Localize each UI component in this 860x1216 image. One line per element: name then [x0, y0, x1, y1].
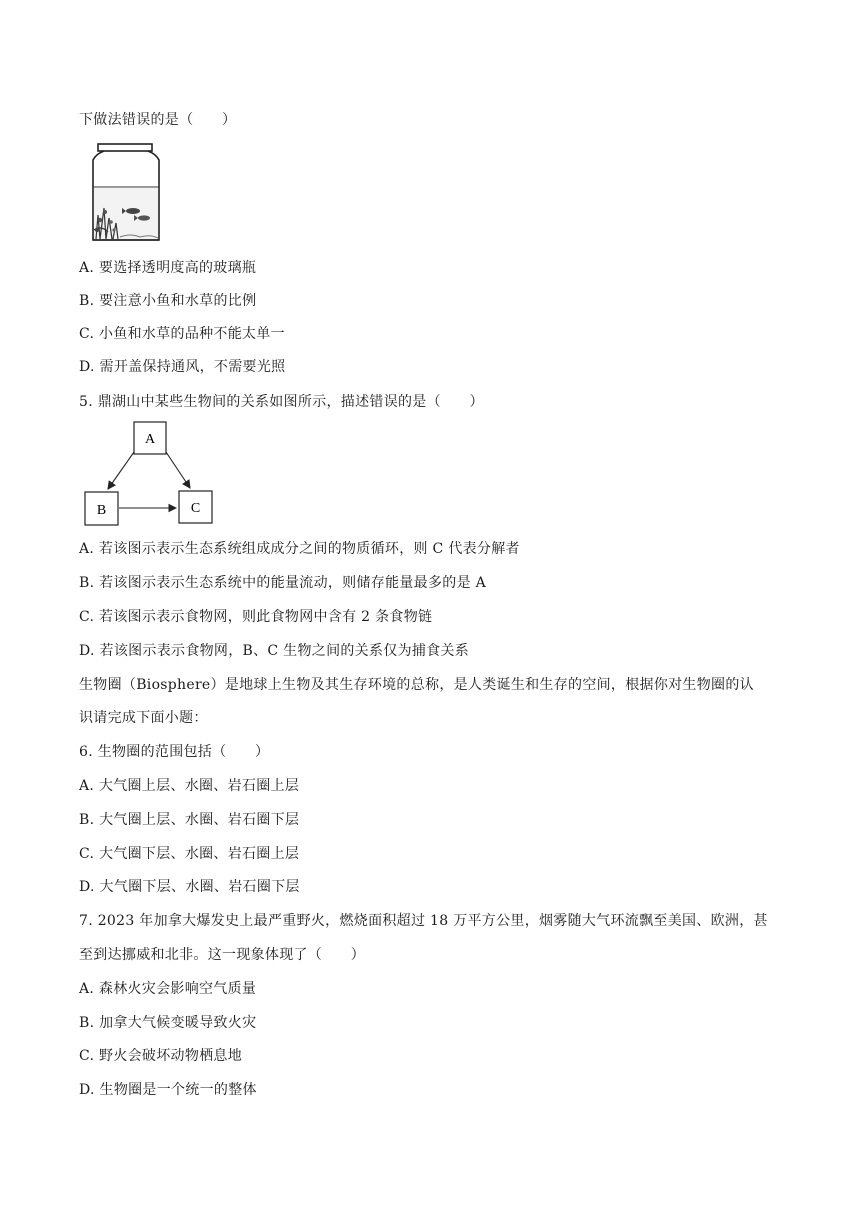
q5-option-b: B. 若该图示表示生态系统中的能量流动，则储存能量最多的是 A: [79, 575, 487, 591]
q7-option-d: D. 生物圈是一个统一的整体: [79, 1082, 257, 1098]
box-a: [134, 422, 166, 454]
q4-option-d: D. 需开盖保持通风，不需要光照: [79, 359, 286, 375]
aquarium-jar-figure: [86, 140, 166, 246]
q7-option-b: B. 加拿大气候变暖导致火灾: [79, 1015, 257, 1031]
q6-option-b: B. 大气圈上层、水圈、岩石圈下层: [79, 812, 300, 828]
box-a-label: A: [144, 432, 156, 447]
q7-option-a: A. 森林火灾会影响空气质量: [79, 981, 257, 997]
abc-relationship-diagram: [80, 421, 220, 529]
q7-stem-line-2: 至到达挪威和北非。这一现象体现了（ ）: [79, 947, 365, 963]
box-c: [179, 491, 212, 523]
q5-stem: 5. 鼎湖山中某些生物间的关系如图所示，描述错误的是（ ）: [79, 394, 484, 410]
q5-option-d: D. 若该图示表示食物网，B、C 生物之间的关系仅为捕食关系: [79, 643, 470, 659]
q6-stem: 6. 生物圈的范围包括（ ）: [79, 744, 270, 760]
box-b: [85, 492, 118, 525]
box-b-label: B: [96, 503, 107, 518]
intro-line-2: 识请完成下面小题：: [79, 710, 208, 726]
q5-option-a: A. 若该图示表示生态系统组成成分之间的物质循环，则 C 代表分解者: [79, 541, 520, 557]
aquarium-jar-icon: [86, 140, 166, 246]
q4-stem-tail: 下做法错误的是（ ）: [79, 112, 237, 128]
q4-option-a: A. 要选择透明度高的玻璃瓶: [79, 260, 257, 276]
q4-option-b: B. 要注意小鱼和水草的比例: [79, 293, 257, 309]
q6-option-c: C. 大气圈下层、水圈、岩石圈上层: [79, 846, 300, 862]
q6-option-d: D. 大气圈下层、水圈、岩石圈下层: [79, 879, 300, 895]
box-c-label: C: [190, 501, 201, 516]
q4-option-c: C. 小鱼和水草的品种不能太单一: [79, 326, 285, 342]
arrow-a-to-c: [166, 452, 190, 488]
intro-line-1: 生物圈（Biosphere）是地球上生物及其生存环境的总称，是人类诞生和生存的空间，根据你对生物圈的认: [79, 677, 754, 693]
q7-stem-line-1: 7. 2023 年加拿大爆发史上最严重野火，燃烧面积超过 18 万平方公里，烟雾随大气环流飘至美国、欧洲，甚: [79, 913, 768, 929]
arrow-a-to-b: [108, 452, 134, 489]
q7-option-c: C. 野火会破坏动物栖息地: [79, 1048, 243, 1064]
q6-option-a: A. 大气圈上层、水圈、岩石圈上层: [79, 778, 300, 794]
q5-option-c: C. 若该图示表示食物网，则此食物网中含有 2 条食物链: [79, 609, 433, 625]
